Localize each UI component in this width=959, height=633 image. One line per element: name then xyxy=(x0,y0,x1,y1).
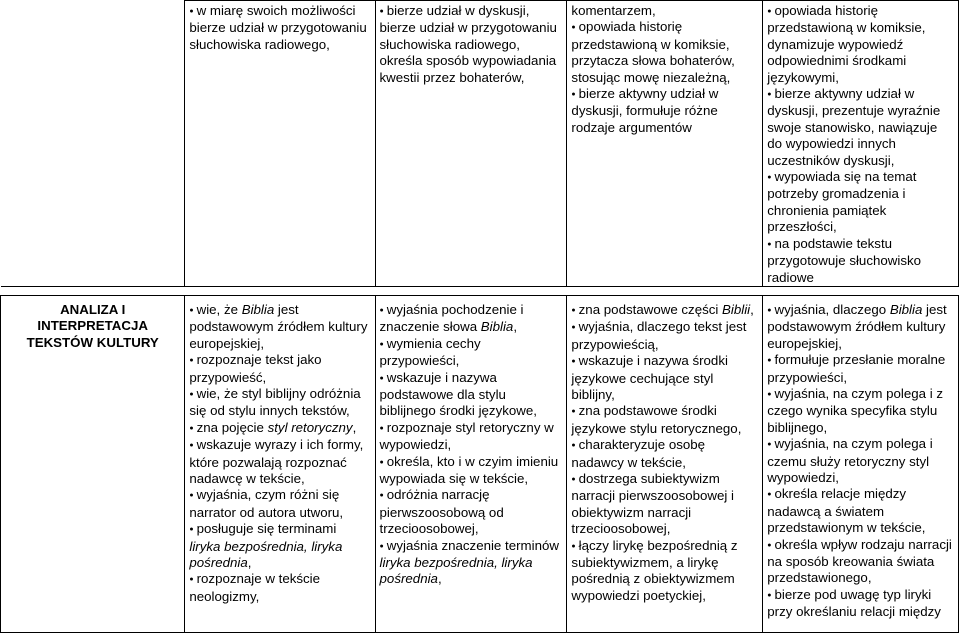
italic-term: Biblia xyxy=(241,301,275,317)
cell-r2-c4 xyxy=(763,295,959,632)
item-text: odróżnia narrację pierwszoosobową od trzecioosobowej, xyxy=(379,487,504,537)
item-text: zna podstawowe części xyxy=(578,301,723,317)
item-text: posługuje się terminami xyxy=(196,521,337,537)
item-text: określa relacje między nadawcą a światem przedstawionym w tekście, xyxy=(767,486,926,536)
list-item xyxy=(380,370,563,420)
cell-r1-c4 xyxy=(763,1,959,287)
item-text: charakteryzuje osobę nadawcy w tekście, xyxy=(571,437,706,470)
list-item: ● opowiada historię przedstawioną w komiksie, dynamizuje wypowiedź odpowiednimi środkami językowymi, xyxy=(767,3,954,86)
list-item xyxy=(380,420,563,454)
list-item xyxy=(380,336,563,370)
list-item xyxy=(767,587,954,621)
cell-r2-c2 xyxy=(375,295,567,632)
item-text: wyjaśnia, na czym polega i z czego wynika specyfika stylu biblijnego, xyxy=(767,385,944,435)
item-text: wyjaśnia znaczenie terminów xyxy=(386,537,559,553)
list-item: ● w miarę swoich możliwości bierze udział w przygotowaniu słuchowiska radiowego, xyxy=(189,3,370,53)
list-item xyxy=(571,471,758,538)
list-item xyxy=(571,403,758,437)
list-item xyxy=(189,420,370,437)
list-item: ● bierze aktywny udział w dyskusji, prezentuje wyraźnie swoje stanowisko, nawiązuje do wypowiedzi innych uczestników dyskusji, xyxy=(767,86,954,169)
list-item: ● na podstawie tekstu przygotowuje słuchowisko radiowe xyxy=(767,236,954,286)
item-text: jest podstawowym źródłem kultury europejskiej, xyxy=(767,301,947,351)
italic-term: Biblia xyxy=(889,301,923,317)
italic-term: styl retoryczny xyxy=(267,419,353,435)
item-text: rozpoznaje styl retoryczny w wypowiedzi, xyxy=(379,419,554,453)
list-item: ● bierze aktywny udział w dyskusji, formułuje różne rodzaje argumentów xyxy=(571,86,758,136)
list-item xyxy=(380,538,563,588)
item-text: wymienia cechy przypowieści, xyxy=(379,335,481,369)
list-item xyxy=(571,437,758,471)
list-item xyxy=(189,521,370,571)
list-item xyxy=(767,486,954,536)
list-item xyxy=(767,352,954,386)
item-text: wyjaśnia, dlaczego xyxy=(774,301,890,317)
item-text: wyjaśnia, czym różni się narrator od autora utworu, xyxy=(189,487,344,520)
item-text: formułuje przesłanie moralne przypowieści, xyxy=(767,352,946,385)
item-text: jest podstawowym źródłem kultury europejskiej, xyxy=(189,301,368,351)
cell-r2-c1 xyxy=(185,295,375,632)
item-text: bierze pod uwagę typ liryki przy określaniu relacji między xyxy=(767,586,941,620)
table-row xyxy=(1,295,959,632)
item-text: wskazuje i nazywa środki językowe cechujące styl biblijny, xyxy=(571,353,728,402)
item-text: łączy lirykę bezpośrednią z subiektywizmem, a lirykę pośrednią z obiektywizmem wypowiedzi poetyckiej, xyxy=(571,537,738,603)
list-item xyxy=(571,302,758,319)
item-text: , xyxy=(437,571,442,587)
item-text: rozpoznaje w tekście neologizmy, xyxy=(189,571,321,604)
item-text: rozpoznaje tekst jako przypowieść, xyxy=(189,352,322,385)
list-item: ● bierze udział w dyskusji, bierze udział w przygotowaniu słuchowiska radiowego, określa sposób wypowiadania kwestii przez bohaterów, xyxy=(380,3,563,86)
item-text: , xyxy=(513,319,518,335)
item-text: wyjaśnia, na czym polega i czemu służy retoryczny styl wypowiedzi, xyxy=(767,436,933,485)
item-text: wie, że styl biblijny odróżnia się od stylu innych tekstów, xyxy=(189,385,361,419)
list-item: ● wypowiada się na temat potrzeby gromadzenia i chronienia pamiątek przeszłości, xyxy=(767,169,954,236)
italic-term: liryka bezpośrednia, liryka pośrednia xyxy=(189,538,343,570)
item-text: zna pojęcie xyxy=(196,419,268,435)
list-item: komentarzem, xyxy=(571,3,656,18)
list-item xyxy=(767,436,954,486)
italic-term: Biblia xyxy=(480,319,514,335)
item-text: wskazuje i nazywa podstawowe dla stylu biblijnego środki językowe, xyxy=(379,369,537,419)
row-heading-text: ANALIZA I INTERPRETACJA TEKSTÓW KULTURY xyxy=(26,301,159,350)
item-text: wyjaśnia, dlaczego tekst jest przypowieścią, xyxy=(571,319,747,352)
list-item xyxy=(380,487,563,537)
cell-r1-c1 xyxy=(185,1,375,287)
item-text: określa, kto i w czyim imieniu wypowiada się w tekście, xyxy=(379,453,559,486)
item-text: zna podstawowe środki językowe stylu retorycznego, xyxy=(571,403,742,436)
list-item xyxy=(767,386,954,436)
list-item xyxy=(380,302,563,336)
item-text: dostrzega subiektywizm narracji pierwszoosobowej i obiektywizm narracji trzecioosobowej, xyxy=(571,470,735,537)
list-item: ● opowiada historię przedstawioną w komiksie, przytacza słowa bohaterów, stosując mowę niezależną, xyxy=(571,19,758,86)
item-text: , xyxy=(352,419,357,435)
list-item xyxy=(571,538,758,605)
item-text: wie, że xyxy=(196,301,242,317)
list-item xyxy=(767,302,954,352)
cell-r1-c3 xyxy=(567,1,763,287)
table-row xyxy=(1,1,959,287)
item-text: określa wpływ rodzaju narracji na sposób kreowania świata przedstawionego, xyxy=(767,536,952,586)
item-text: , xyxy=(247,555,252,570)
list-item xyxy=(189,386,370,420)
item-text: wyjaśnia pochodzenie i znaczenie słowa xyxy=(379,301,524,335)
list-item xyxy=(189,571,370,605)
cell-r2-c3 xyxy=(567,295,763,632)
list-item xyxy=(189,487,370,521)
list-item xyxy=(571,319,758,353)
item-text: , xyxy=(750,301,754,317)
list-item xyxy=(571,353,758,403)
row-gap xyxy=(1,286,959,295)
list-item xyxy=(189,437,370,487)
row-heading xyxy=(1,295,185,632)
list-item xyxy=(189,352,370,386)
italic-term: liryka bezpośrednia, liryka pośrednia xyxy=(379,555,533,587)
list-item xyxy=(189,302,370,352)
list-item xyxy=(767,537,954,587)
empty-cell xyxy=(1,1,185,287)
list-item xyxy=(380,454,563,488)
italic-term: Biblii xyxy=(722,301,751,317)
item-text: wskazuje wyrazy i ich formy, które pozwalają rozpoznać nadawcę w tekście, xyxy=(189,437,364,486)
cell-r1-c2 xyxy=(375,1,567,287)
